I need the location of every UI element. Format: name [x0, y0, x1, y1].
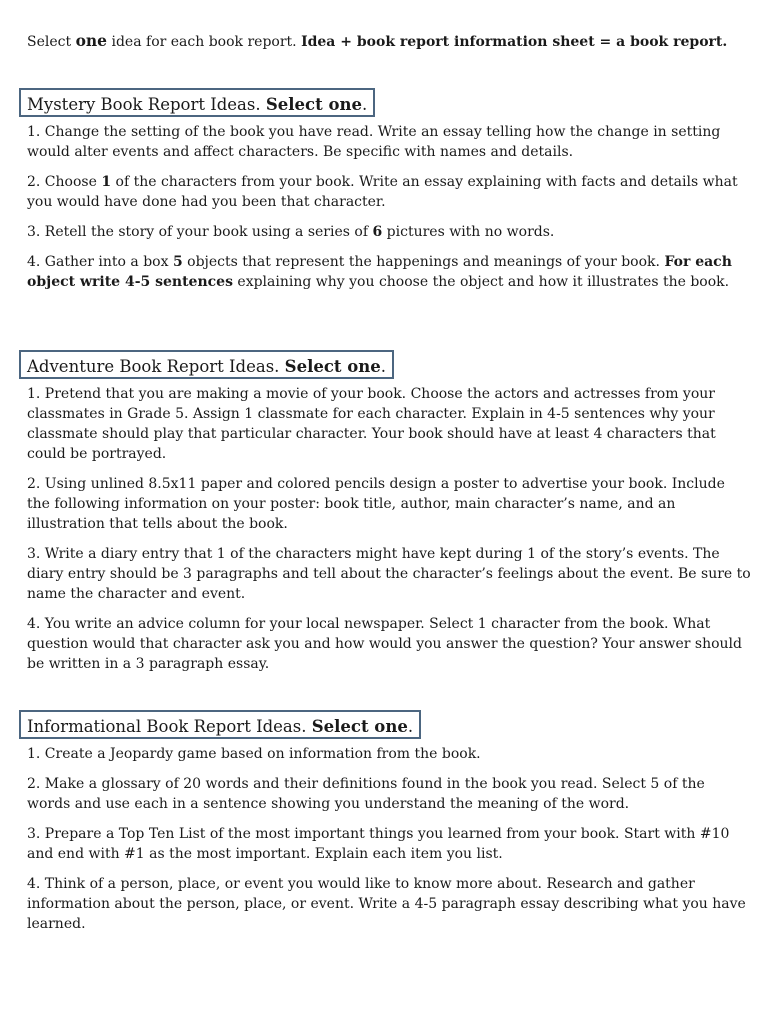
adventure-item-3 — [27, 544, 752, 604]
mystery-item-1 — [27, 122, 752, 162]
informational-section-title — [19, 710, 421, 739]
item-emphasis: For each object write 4-5 sentences — [27, 254, 732, 290]
item-text: 3. Prepare a Top Ten List of the most important things you learned from your book. Start with #10 and end with #1 as the most important. Explain each item you list. — [27, 826, 730, 862]
item-text: 4. You write an advice column for your local newspaper. Select 1 character from the book. What question would that character ask you and how would you answer the question? Your answer should be written in a 3 paragraph essay. — [27, 616, 742, 672]
informational-item-1 — [27, 744, 752, 764]
item-text: explaining why you choose the object and how it illustrates the book. — [232, 274, 730, 290]
item-text: 1. Pretend that you are making a movie of your book. Choose the actors and actresses from your classmates in Grade 5. Assign 1 classmate for each character. Explain in 4-5 sentences why your classmate should play that particular character. Your book should have at least 4 characters that could be portrayed. — [27, 386, 716, 462]
item-text: objects that represent the happenings and meanings of your book. — [182, 254, 665, 270]
adventure-item-2 — [27, 474, 752, 534]
informational-item-4 — [27, 874, 752, 934]
select-one-label: Select one — [284, 357, 381, 376]
item-text: 3. Write a diary entry that 1 of the characters might have kept during 1 of the story’s events. The diary entry should be 3 paragraphs and tell about the character’s feelings about the event. Be sure to name the character and event. — [27, 546, 751, 602]
adventure-items — [27, 384, 752, 684]
item-text: 1. Create a Jeopardy game based on information from the book. — [27, 746, 481, 762]
informational-item-2 — [27, 774, 752, 814]
intro-line — [27, 31, 757, 52]
section-title-text: Informational Book Report Ideas. — [27, 717, 312, 736]
intro-one: one — [75, 31, 108, 50]
item-text: 1. Change the setting of the book you have read. Write an essay telling how the change in setting would alter events and affect characters. Be specific with names and details. — [27, 124, 721, 160]
item-text: 2. Choose — [27, 174, 102, 190]
item-emphasis: 6 — [372, 224, 383, 240]
mystery-items — [27, 122, 752, 302]
informational-item-3 — [27, 824, 752, 864]
mystery-item-2 — [27, 172, 752, 212]
section-title-text: Adventure Book Report Ideas. — [27, 357, 285, 376]
adventure-item-1 — [27, 384, 752, 464]
item-emphasis: 1 — [101, 174, 112, 190]
select-one-label: Select one — [265, 95, 362, 114]
item-emphasis: 5 — [172, 254, 183, 270]
item-text: 3. Retell the story of your book using a series of — [27, 224, 373, 240]
adventure-section-title — [19, 350, 394, 379]
title-period: . — [407, 717, 414, 736]
item-text: of the characters from your book. Write an essay explaining with facts and details what you would have done had you been that character. — [27, 174, 738, 210]
title-period: . — [361, 95, 368, 114]
intro-mid: idea for each book report. — [107, 34, 302, 50]
item-text: 2. Using unlined 8.5x11 paper and colored pencils design a poster to advertise your book. Include the following information on your poster: book title, author, main character’s name, and an illustration that tells about the book. — [27, 476, 725, 532]
item-text: 4. Think of a person, place, or event you would like to know more about. Research and gather information about the person, place, or event. Write a 4-5 paragraph essay describing what you have learned. — [27, 876, 746, 932]
intro-formula: Idea + book report information sheet = a book report. — [301, 34, 728, 50]
item-text: 4. Gather into a box — [27, 254, 173, 270]
intro-pre: Select — [27, 34, 76, 50]
select-one-label: Select one — [311, 717, 408, 736]
mystery-section-title — [19, 88, 375, 117]
mystery-item-3 — [27, 222, 752, 242]
mystery-item-4 — [27, 252, 752, 292]
adventure-item-4 — [27, 614, 752, 674]
informational-items — [27, 744, 752, 944]
section-title-text: Mystery Book Report Ideas. — [27, 95, 266, 114]
title-period: . — [380, 357, 387, 376]
item-text: 2. Make a glossary of 20 words and their definitions found in the book you read. Select 5 of the words and use each in a sentence showing you understand the meaning of the word. — [27, 776, 705, 812]
item-text: pictures with no words. — [382, 224, 555, 240]
